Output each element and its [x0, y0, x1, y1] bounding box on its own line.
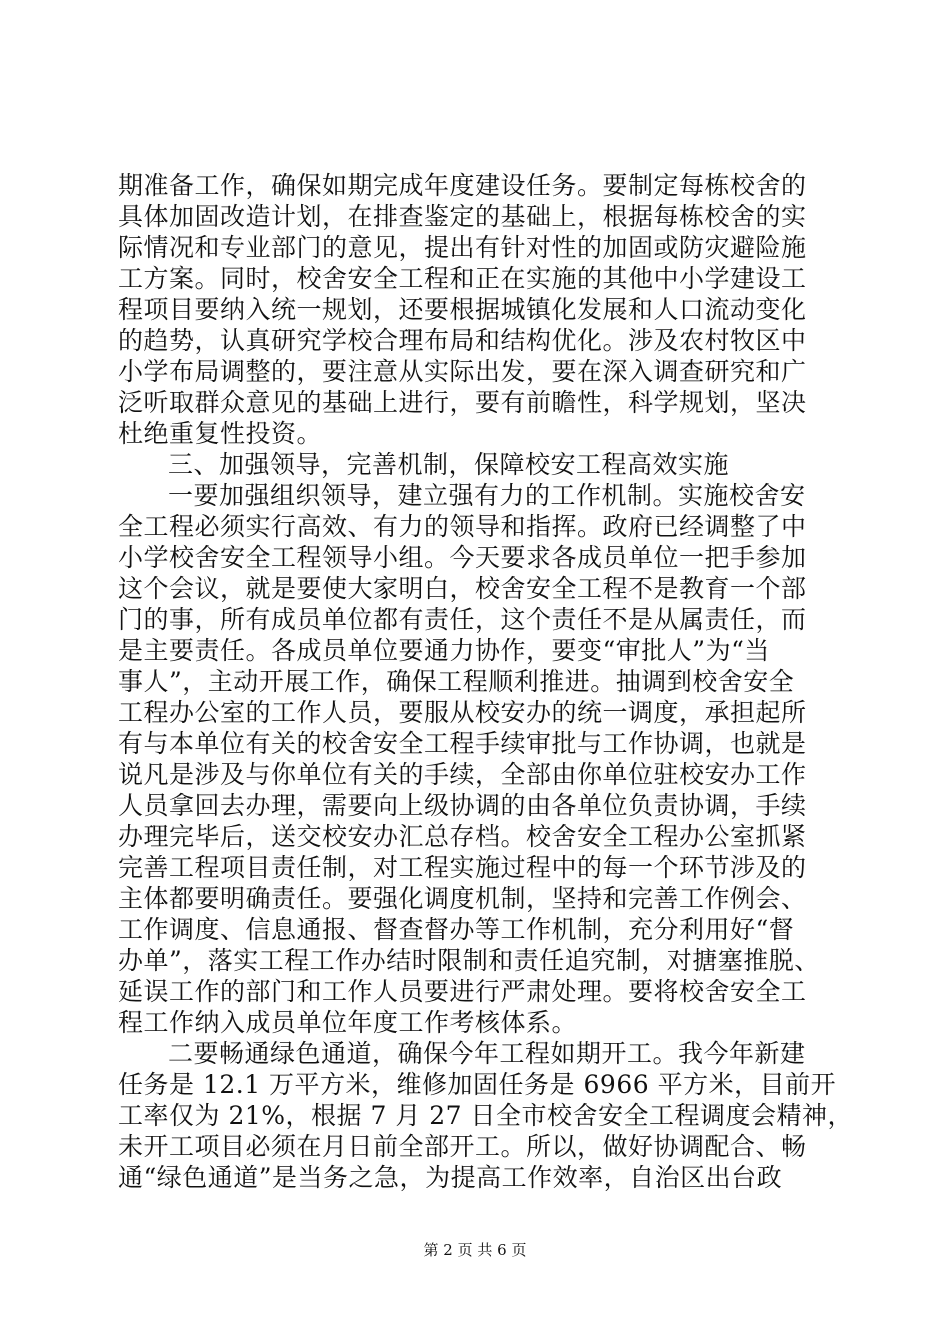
text-line: 工程办公室的工作人员，要服从校安办的统一调度，承担起所	[118, 698, 807, 727]
text-line: 的趋势，认真研究学校合理布局和结构优化。涉及农村牧区中	[118, 326, 807, 355]
text-line: 工作调度、信息通报、督查督办等工作机制，充分利用好“督	[118, 915, 795, 944]
text-line: 工方案。同时，校舍安全工程和正在实施的其他中小学建设工	[118, 264, 807, 293]
text-line: 这个会议，就是要使大家明白，校舍安全工程不是教育一个部	[118, 574, 807, 603]
text-line: 未开工项目必须在月日前全部开工。所以，做好协调配合、畅	[118, 1132, 807, 1161]
text-line: 人员拿回去办理，需要向上级协调的由各单位负责协调，手续	[118, 791, 807, 820]
text-line: 期准备工作，确保如期完成年度建设任务。要制定每栋校舍的	[118, 171, 807, 200]
text-line: 一要加强组织领导，建立强有力的工作机制。实施校舍安	[168, 481, 806, 510]
body-text	[118, 170, 854, 1193]
text-line: 完善工程项目责任制，对工程实施过程中的每一个环节涉及的	[118, 853, 807, 882]
text-line: 杜绝重复性投资。	[118, 419, 323, 448]
text-line: 延误工作的部门和工作人员要进行严肃处理。要将校舍安全工	[118, 977, 807, 1006]
text-line: 程项目要纳入统一规划，还要根据城镇化发展和人口流动变化	[118, 295, 807, 324]
text-line: 有与本单位有关的校舍安全工程手续审批与工作协调，也就是	[118, 729, 807, 758]
text-line: 泛听取群众意见的基础上进行，要有前瞻性，科学规划，坚决	[118, 388, 807, 417]
text-line: 主体都要明确责任。要强化调度机制，坚持和完善工作例会、	[118, 884, 807, 913]
text-line: 任务是 12.1 万平方米，维修加固任务是 6966 平方米，目前开	[118, 1070, 837, 1099]
section-heading: 三、加强领导，完善机制，保障校安工程高效实施	[168, 450, 730, 479]
text-line: 程工作纳入成员单位年度工作考核体系。	[118, 1008, 578, 1037]
text-line: 说凡是涉及与你单位有关的手续，全部由你单位驻校安办工作	[118, 760, 807, 789]
text-line: 小学布局调整的，要注意从实际出发，要在深入调查研究和广	[118, 357, 807, 386]
text-line: 事人”，主动开展工作，确保工程顺利推进。抽调到校舍安全	[118, 667, 795, 696]
text-line: 全工程必须实行高效、有力的领导和指挥。政府已经调整了中	[118, 512, 807, 541]
text-line: 际情况和专业部门的意见，提出有针对性的加固或防灾避险施	[118, 233, 807, 262]
text-line: 工率仅为 21%，根据 7 月 27 日全市校舍安全工程调度会精神，	[118, 1101, 854, 1130]
page-footer: 第 2 页 共 6 页	[423, 1241, 527, 1259]
text-line: 通“绿色通道”是当务之急，为提高工作效率，自治区出台政	[118, 1163, 783, 1192]
text-line: 具体加固改造计划，在排查鉴定的基础上，根据每栋校舍的实	[118, 202, 807, 231]
text-line: 办理完毕后，送交校安办汇总存档。校舍安全工程办公室抓紧	[118, 822, 807, 851]
text-line: 是主要责任。各成员单位要通力协作，要变“审批人”为“当	[118, 636, 770, 665]
text-line: 小学校舍安全工程领导小组。今天要求各成员单位一把手参加	[118, 543, 807, 572]
text-line: 二要畅通绿色通道，确保今年工程如期开工。我今年新建	[168, 1039, 806, 1068]
text-line: 办单”，落实工程工作办结时限制和责任追究制，对搪塞推脱、	[118, 946, 820, 975]
text-line: 门的事，所有成员单位都有责任，这个责任不是从属责任，而	[118, 605, 807, 634]
